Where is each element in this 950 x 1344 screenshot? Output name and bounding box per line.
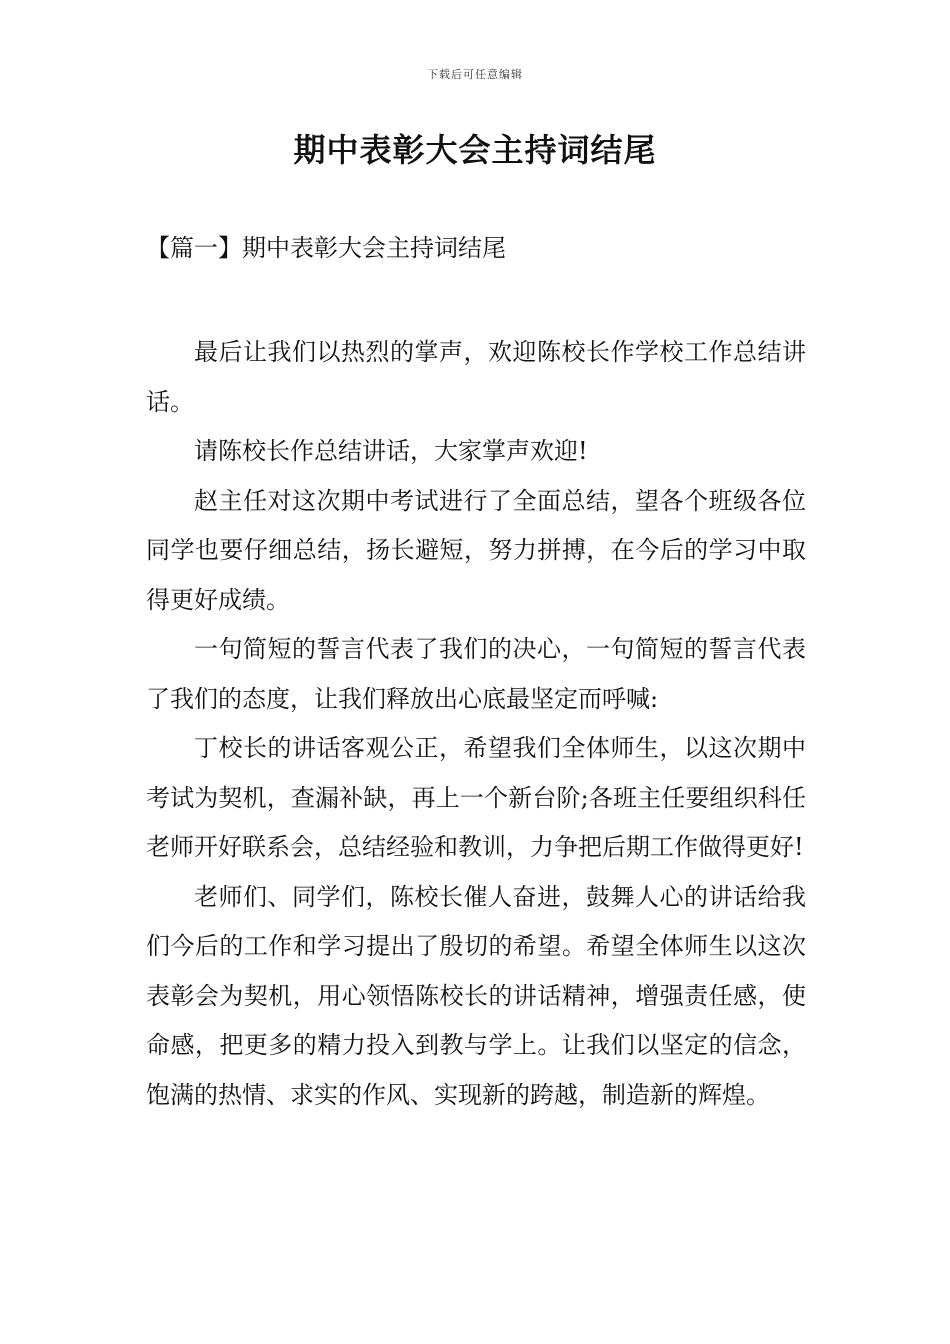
paragraph: 最后让我们以热烈的掌声，欢迎陈校长作学校工作总结讲话。 — [146, 338, 806, 416]
paragraph: 一句简短的誓言代表了我们的决心，一句简短的誓言代表了我们的态度，让我们释放出心底最坚定而呼喊: — [146, 635, 806, 713]
paragraph: 老师们、同学们，陈校长催人奋进，鼓舞人心的讲话给我们今后的工作和学习提出了殷切的希望。希望全体师生以这次表彰会为契机，用心领悟陈校长的讲话精神，增强责任感，使命感，把更多的精力投入到教与学上。让我们以坚定的信念，饱满的热情、求实的作风、实现新的跨越，制造新的辉煌。 — [146, 882, 806, 1109]
body-text — [146, 328, 806, 1120]
paragraph: 赵主任对这次期中考试进行了全面总结，望各个班级各位同学也要仔细总结，扬长避短，努力拼搏，在今后的学习中取得更好成绩。 — [146, 486, 806, 614]
paragraph: 请陈校长作总结讲话，大家掌声欢迎! — [194, 437, 588, 465]
section-heading: 【篇一】期中表彰大会主持词结尾 — [146, 234, 506, 262]
paragraph: 丁校长的讲话客观公正，希望我们全体师生，以这次期中考试为契机，查漏补缺，再上一个新台阶;各班主任要组织科任老师开好联系会，总结经验和教训，力争把后期工作做得更好! — [146, 734, 806, 861]
header-note: 下载后可任意编辑 — [427, 68, 523, 81]
document-title: 期中表彰大会主持词结尾 — [293, 131, 657, 169]
